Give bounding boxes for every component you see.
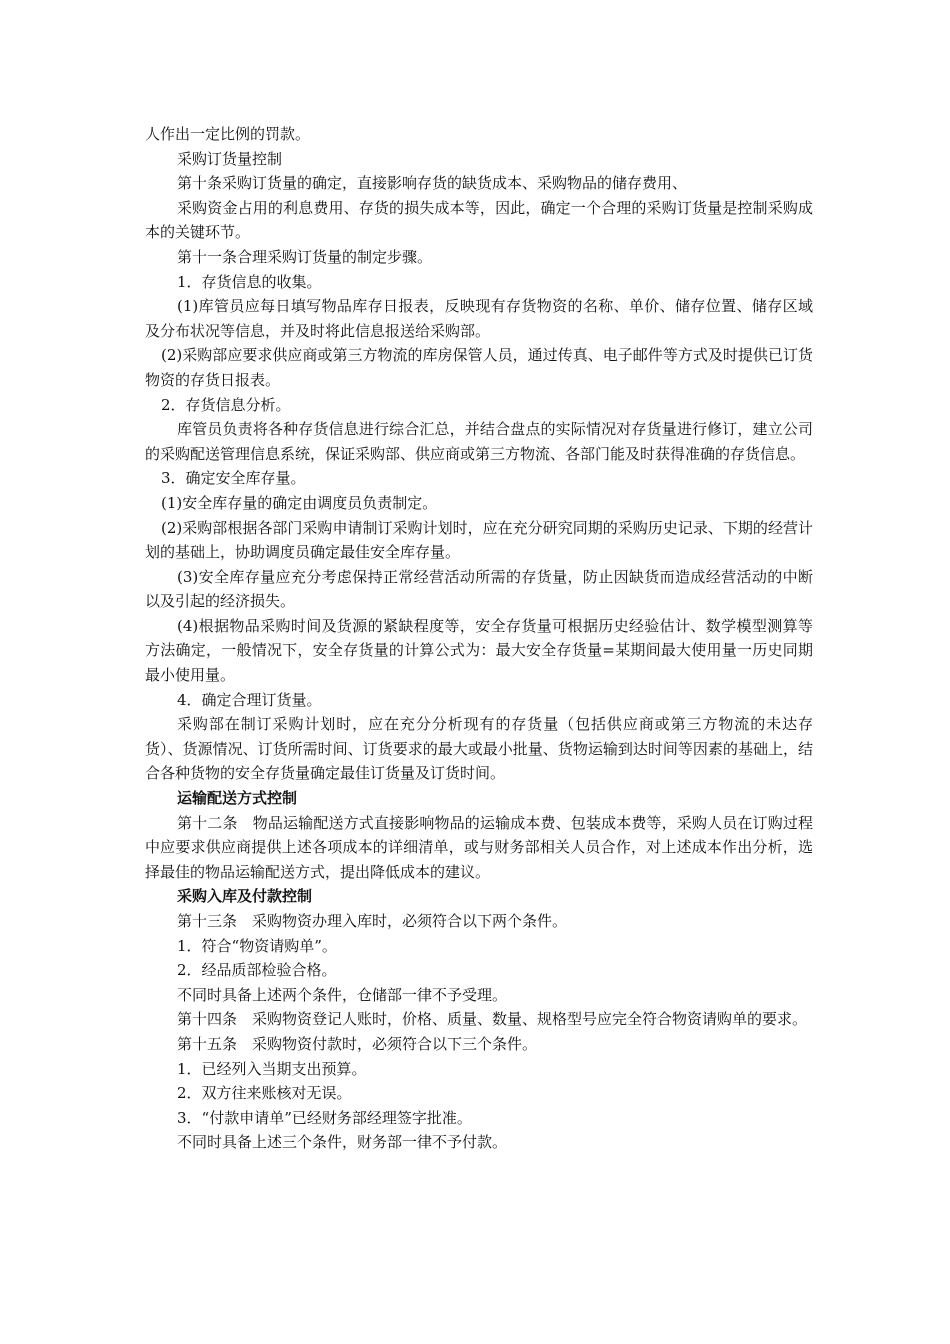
- list-item: 4．确定合理订货量。: [177, 690, 322, 709]
- list-item: 2．经品质部检验合格。: [177, 961, 337, 980]
- list-item: 2．存货信息分析。: [161, 395, 291, 414]
- list-item: 1．存货信息的收集。: [177, 272, 322, 291]
- paragraph: 采购资金占用的利息费用、存货的损失成本等，因此，确定一个合理的采购订货量是控制采购成本的关键环节。: [145, 198, 813, 242]
- list-item: 1．符合“物资请购单”。: [177, 936, 337, 955]
- section-heading-transport: 运输配送方式控制: [177, 789, 298, 808]
- section-heading-warehousing-payment: 采购入库及付款控制: [177, 887, 313, 906]
- paragraph: 第十五条 采购物资付款时，必须符合以下三个条件。: [177, 1034, 538, 1053]
- paragraph: 第十一条合理采购订货量的制定步骤。: [177, 247, 433, 266]
- list-item: 3．确定安全库存量。: [161, 469, 306, 488]
- document-body: [145, 122, 813, 1155]
- paragraph: 不同时具备上述两个条件，仓储部一律不予受理。: [177, 985, 508, 1004]
- paragraph: 第十二条 物品运输配送方式直接影响物品的运输成本费、包装成本费等，采购人员在订购过程中应要求供应商提供上述各项成本的详细清单，或与财务部相关人员合作，对上述成本作出分析，选择最佳的物品运输配送方式，提出降低成本的建议。: [145, 813, 813, 881]
- list-item: 3．“付款申请单”已经财务部经理签字批准。: [177, 1108, 472, 1127]
- paragraph: 第十条采购订货量的确定，直接影响存货的缺货成本、采购物品的储存费用、: [177, 174, 688, 193]
- list-item: (1)安全库存量的确定由调度员负责制定。: [161, 493, 438, 512]
- paragraph: 第十四条 采购物资登记人账时，价格、质量、数量、规格型号应完全符合物资请购单的要求。: [177, 1010, 808, 1029]
- list-item: (4)根据物品采购时间及货源的紧缺程度等，安全存货量可根据历史经验估计、数学模型测算等方法确定，一般情况下，安全存货量的计算公式为：最大安全存货量=某期间最大使用量一历史同期最小使用量。: [145, 616, 813, 685]
- section-heading: 采购订货量控制: [177, 149, 283, 168]
- paragraph: 采购部在制订采购计划时，应在充分分析现有的存货量（包括供应商或第三方物流的未达存货）、货源情况、订货所需时间、订货要求的最大或最小批量、货物运输到达时间等因素的基础上，结合各种货物的安全存货量确定最佳订货量及订货时间。: [145, 715, 813, 783]
- list-item: (1)库管员应每日填写物品库存日报表，反映现有存货物资的名称、单价、储存位置、储存区域及分布状况等信息，并及时将此信息报送给采购部。: [145, 297, 813, 340]
- paragraph: 人作出一定比例的罚款。: [145, 125, 311, 143]
- paragraph: 第十三条 采购物资办理入库时，必须符合以下两个条件。: [177, 912, 568, 930]
- list-item: (3)安全库存量应充分考虑保持正常经营活动所需的存货量，防止因缺货而造成经营活动的中断以及引起的经济损失。: [145, 567, 813, 611]
- list-item: (2)采购部应要求供应商或第三方物流的库房保管人员，通过传真、电子邮件等方式及时提供已订货物资的存货日报表。: [145, 346, 813, 389]
- list-item: (2)采购部根据各部门采购申请制订采购计划时，应在充分研究同期的采购历史记录、下期的经营计划的基础上，协助调度员确定最佳安全库存量。: [145, 518, 813, 562]
- paragraph: 库管员负责将各种存货信息进行综合汇总，并结合盘点的实际情况对存货量进行修订，建立公司的采购配送管理信息系统，保证采购部、供应商或第三方物流、各部门能及时获得准确的存货信息。: [145, 420, 813, 463]
- list-item: 2．双方往来账核对无误。: [177, 1084, 352, 1103]
- paragraph: 不同时具备上述三个条件，财务部一律不予付款。: [177, 1133, 508, 1152]
- list-item: 1．已经列入当期支出预算。: [177, 1059, 367, 1078]
